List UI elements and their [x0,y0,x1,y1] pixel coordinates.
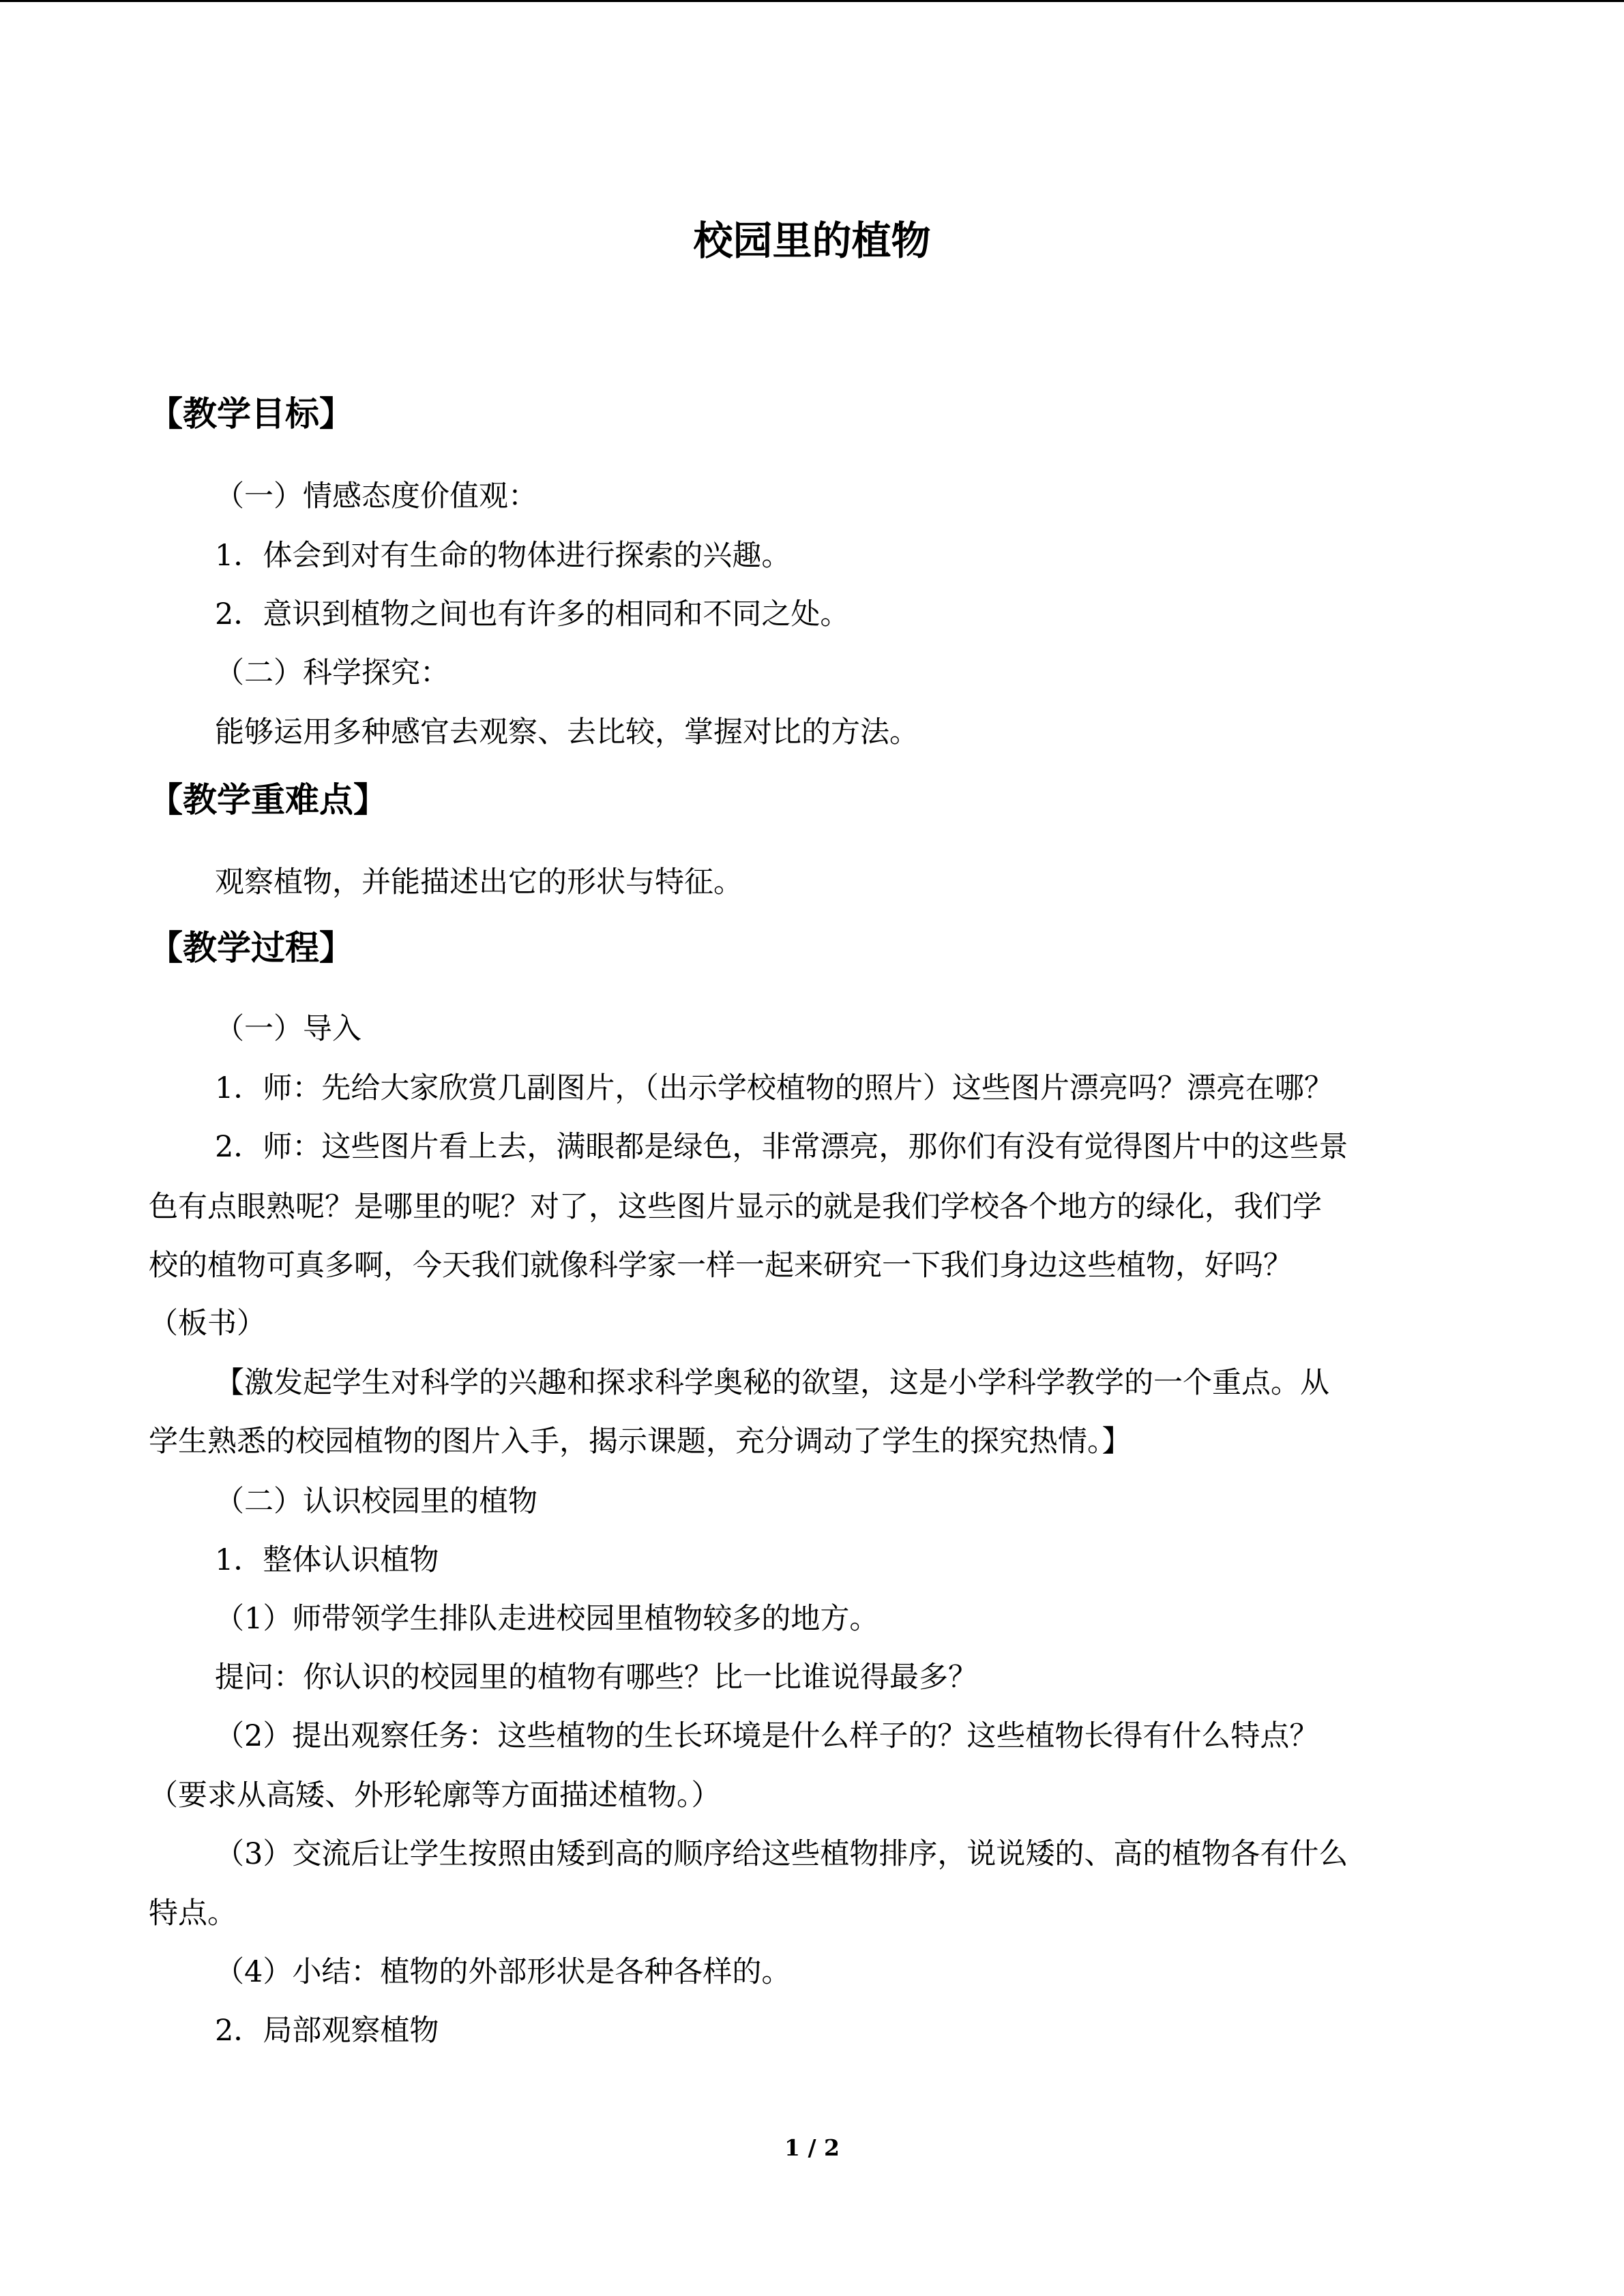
process-line: （4）小结：植物的外部形状是各种各样的。 [215,1955,791,1989]
process-line: 【激发起学生对科学的兴趣和探求科学奥秘的欲望，这是小学科学教学的一个重点。从 [215,1366,1329,1400]
process-line: 2．局部观察植物 [215,2014,439,2048]
process-line: （要求从高矮、外形轮廓等方面描述植物。） [149,1778,721,1813]
page-number: 1 / 2 [784,2134,840,2161]
process-line: （2）提出观察任务：这些植物的生长环境是什么样子的？这些植物长得有什么特点？ [215,1719,1319,1753]
section-heading-goals: 【教学目标】 [149,394,353,434]
goals-line: 2．意识到植物之间也有许多的相同和不同之处。 [215,597,850,631]
top-border-line [0,0,1624,2]
process-line: （一）导入 [215,1012,361,1046]
process-line: 校的植物可真多啊，今天我们就像科学家一样一起来研究一下我们身边这些植物，好吗？ [149,1249,1293,1283]
process-line: （1）师带领学生排队走进校园里植物较多的地方。 [215,1602,879,1636]
goals-line: 1．体会到对有生命的物体进行探索的兴趣。 [215,539,791,573]
process-line: （3）交流后让学生按照由矮到高的顺序给这些植物排序，说说矮的、高的植物各有什么 [215,1837,1348,1871]
goals-line: 能够运用多种感官去观察、去比较，掌握对比的方法。 [215,715,919,749]
process-line: 提问：你认识的校园里的植物有哪些？比一比谁说得最多？ [215,1660,977,1695]
process-line: 2．师：这些图片看上去，满眼都是绿色，非常漂亮，那你们有没有觉得图片中的这些景 [215,1130,1348,1164]
process-line: 1．师：先给大家欣赏几副图片，（出示学校植物的照片）这些图片漂亮吗？漂亮在哪？ [215,1071,1333,1105]
process-line: （二）认识校园里的植物 [215,1485,537,1519]
process-line: 特点。 [149,1896,237,1930]
key-points-line: 观察植物，并能描述出它的形状与特征。 [215,865,743,899]
goals-line: （二）科学探究： [215,656,449,690]
process-line: 1．整体认识植物 [215,1543,439,1577]
section-heading-process: 【教学过程】 [149,928,353,968]
document-title: 校园里的植物 [693,218,931,264]
goals-line: （一）情感态度价值观： [215,479,537,513]
process-line: 色有点眼熟呢？是哪里的呢？对了，这些图片显示的就是我们学校各个地方的绿化，我们学 [149,1190,1322,1224]
section-heading-key-points: 【教学重难点】 [149,780,387,820]
process-line: 学生熟悉的校园植物的图片入手，揭示课题，充分调动了学生的探究热情。】 [149,1425,1132,1459]
process-line: （板书） [149,1307,266,1341]
